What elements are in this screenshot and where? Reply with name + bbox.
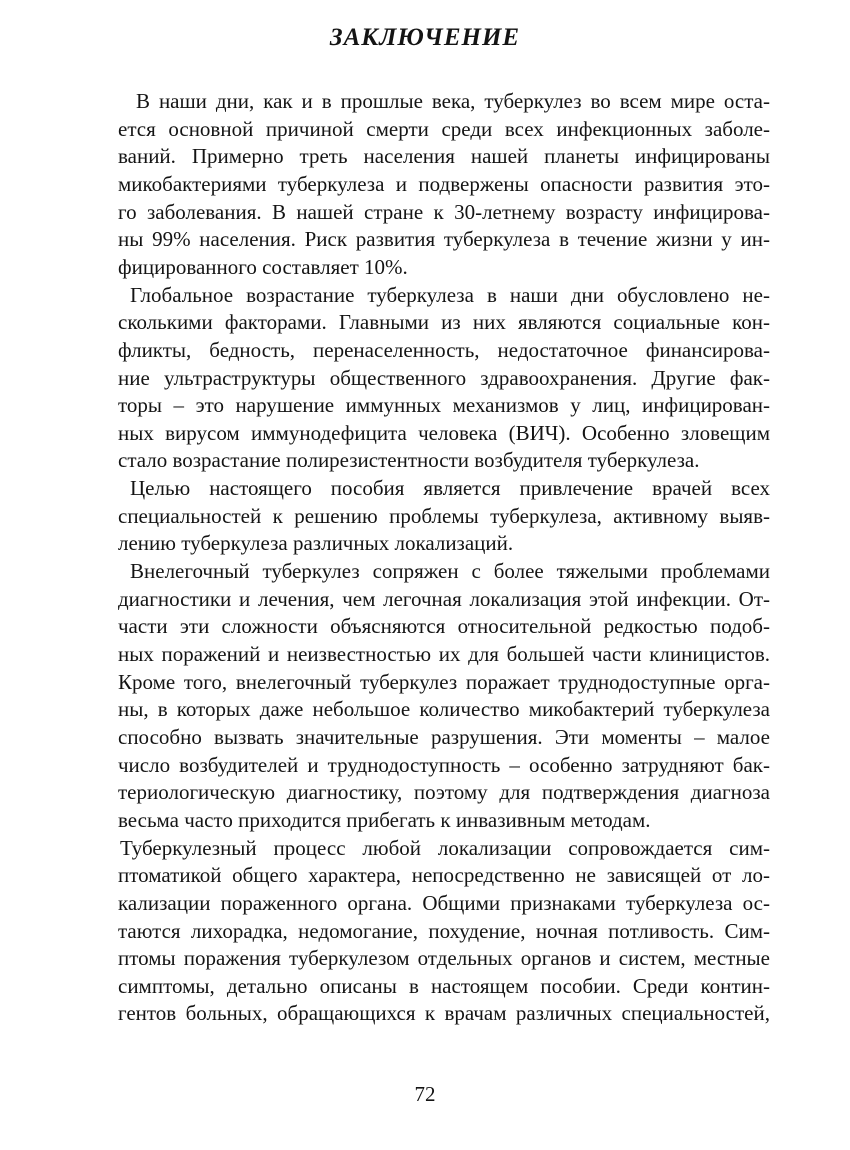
text-line: Целью настоящего пособия является привлечение врачей всех [130, 476, 770, 501]
page-number: 72 [414, 1082, 436, 1106]
text-line: фицированного составляет 10%. [118, 254, 408, 279]
text-line: го заболевания. В нашей стране к 30-летнему возрасту инфицирова- [118, 199, 770, 224]
text-line: Кроме того, внелегочный туберкулез поражает труднодоступные орга- [118, 669, 770, 694]
text-line: ние ультраструктуры общественного здравоохранения. Другие фак- [118, 365, 770, 390]
text-line: части эти сложности объясняются относительной редкостью подоб- [118, 614, 770, 639]
text-line: таются лихорадка, недомогание, похудение, ночная потливость. Сим- [118, 918, 770, 943]
text-line: ны, в которых даже небольшое количество микобактерий туберкулеза [118, 697, 770, 722]
text-line: птомы поражения туберкулезом отдельных органов и систем, местные [118, 946, 770, 971]
text-line: весьма часто приходится прибегать к инвазивным методам. [118, 807, 651, 832]
text-line: число возбудителей и труднодоступность – особенно затрудняют бак- [118, 752, 770, 777]
text-line: ны 99% населения. Риск развития туберкулеза в течение жизни у ин- [118, 227, 770, 252]
text-line: Глобальное возрастание туберкулеза в наши дни обусловлено не- [130, 282, 770, 307]
text-line: Туберкулезный процесс любой локализации сопровождается сим- [120, 835, 770, 860]
text-line: Внелегочный туберкулез сопряжен с более тяжелыми проблемами [130, 559, 770, 584]
text-line: гентов больных, обращающихся к врачам различных специальностей, [118, 1001, 770, 1026]
text-line: кализации пораженного органа. Общими признаками туберкулеза ос- [118, 890, 770, 915]
text-line: фликты, бедность, перенаселенность, недостаточное финансирова- [118, 337, 770, 362]
text-line: В наши дни, как и в прошлые века, туберкулез во всем мире оста- [136, 89, 770, 113]
text-line: ных вирусом иммунодефицита человека (ВИЧ). Особенно зловещим [118, 420, 770, 445]
text-line: сколькими факторами. Главными из них являются социальные кон- [118, 310, 770, 335]
text-line: ных поражений и неизвестностью их для большей части клиницистов. [118, 642, 770, 666]
text-line: ваний. Примерно треть населения нашей планеты инфицированы [118, 144, 770, 169]
text-line: микобактериями туберкулеза и подвержены опасности развития это- [118, 171, 770, 196]
text-line: симптомы, детально описаны в настоящем пособии. Среди контин- [118, 973, 770, 998]
text-line: птоматикой общего характера, непосредственно не зависящей от ло- [118, 863, 770, 888]
text-line: диагностики и лечения, чем легочная локализация этой инфекции. От- [118, 586, 770, 611]
text-line: способно вызвать значительные разрушения. Эти моменты – малое [118, 724, 770, 749]
page-title: ЗАКЛЮЧЕНИЕ [329, 24, 521, 51]
text-line: лению туберкулеза различных локализаций. [118, 531, 514, 556]
text-line: териологическую диагностику, поэтому для подтверждения диагноза [118, 780, 770, 805]
text-line: специальностей к решению проблемы туберкулеза, активному выяв- [118, 503, 770, 528]
text-line: ется основной причиной смерти среди всех инфекционных заболе- [118, 116, 770, 141]
text-line: стало возрастание полирезистентности возбудителя туберкулеза. [118, 448, 700, 473]
text-line: торы – это нарушение иммунных механизмов у лиц, инфицирован- [118, 393, 770, 418]
